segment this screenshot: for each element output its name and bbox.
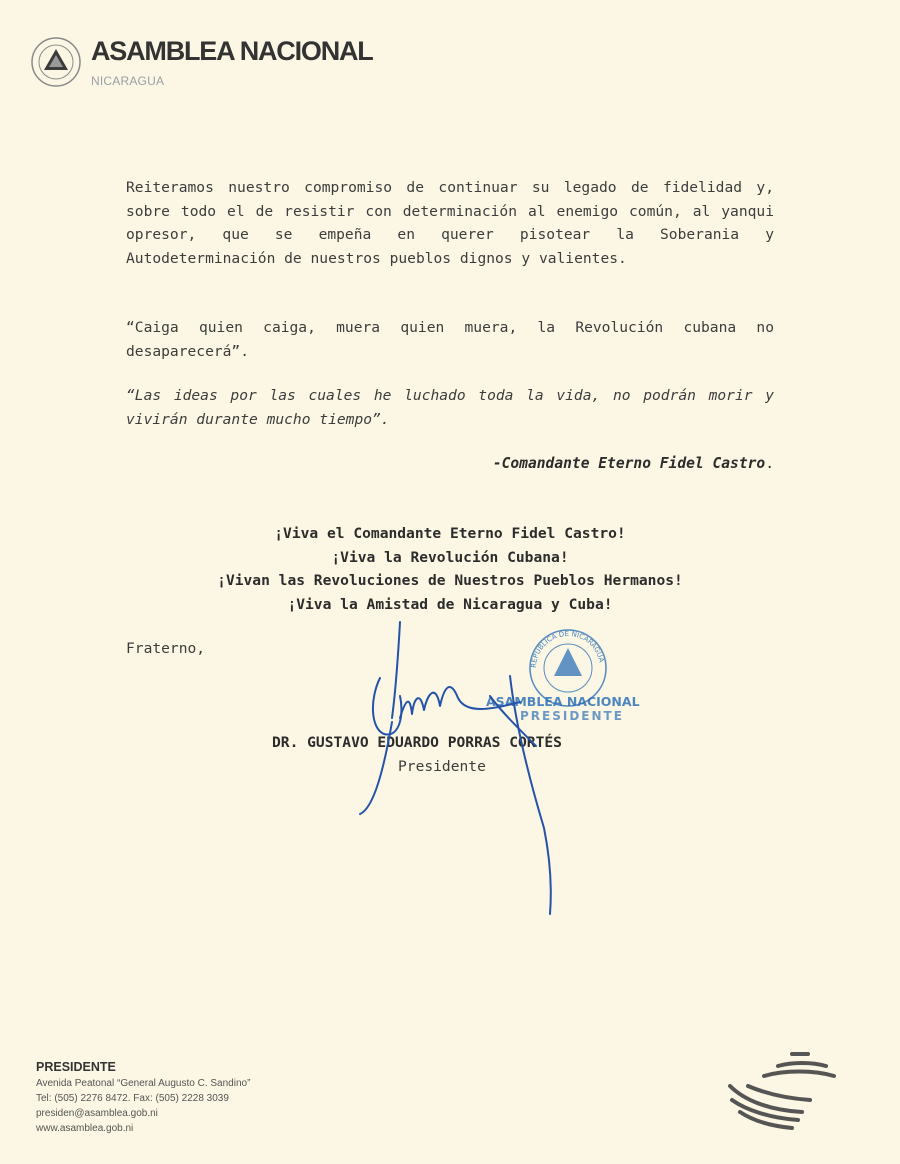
viva-line: ¡Viva el Comandante Eterno Fidel Castro! (274, 525, 626, 542)
viva-line: ¡Vivan las Revoluciones de Nuestros Pueblos Hermanos! (217, 572, 683, 589)
attribution-text: -Comandante Eterno Fidel Castro (492, 455, 766, 472)
signer-name: DR. GUSTAVO EDUARDO PORRAS CORTÉS (272, 734, 562, 751)
quote-revolution: “Caiga quien caiga, muera quien muera, la Revolución cubana no desaparecerá”. (126, 319, 774, 360)
parliament-seats-icon (722, 1046, 840, 1132)
assembly-seal-icon (30, 36, 82, 88)
quote-attribution (493, 455, 774, 472)
brand-block (91, 36, 373, 88)
vivas-block (126, 522, 774, 616)
handwritten-signature (340, 618, 580, 918)
stamp-line-2: PRESIDENTE (520, 709, 624, 723)
attribution-period: . (765, 455, 774, 472)
paragraph-commitment: Reiteramos nuestro compromiso de continuar su legado de fidelidad y, sobre todo el de resistir con determinación al enemigo común, al yanqui opresor, que se empeña en querer pisotear la Soberania y Autodeterminación de nuestros pueblos dignos y valientes. (126, 179, 774, 267)
brand-title: ASAMBLEA NACIONAL (91, 36, 373, 66)
viva-line: ¡Viva la Revolución Cubana! (331, 548, 569, 566)
viva-line: ¡Viva la Amistad de Nicaragua y Cuba! (287, 595, 613, 613)
footer-email: presiden@asamblea.gob.ni (36, 1108, 158, 1119)
stamp-line-1: ASAMBLEA NACIONAL (486, 694, 640, 709)
closing-text: Fraterno, (126, 640, 206, 657)
stamp-ring-text: REPUBLICA DE NICARAGUA (529, 629, 606, 669)
footer-website: www.asamblea.gob.ni (36, 1123, 134, 1134)
signer-role: Presidente (398, 758, 486, 775)
brand-subtitle: NICARAGUA (91, 74, 165, 88)
footer-phone: Tel: (505) 2276 8472. Fax: (505) 2228 3039 (36, 1093, 229, 1104)
footer-contact (36, 1060, 250, 1136)
quote-ideas: “Las ideas por las cuales he luchado toda la vida, no podrán morir y vivirán durante mucho tiempo”. (126, 387, 774, 428)
footer-address: Avenida Peatonal “General Augusto C. Sandino” (36, 1078, 251, 1089)
footer-title: PRESIDENTE (36, 1060, 116, 1074)
